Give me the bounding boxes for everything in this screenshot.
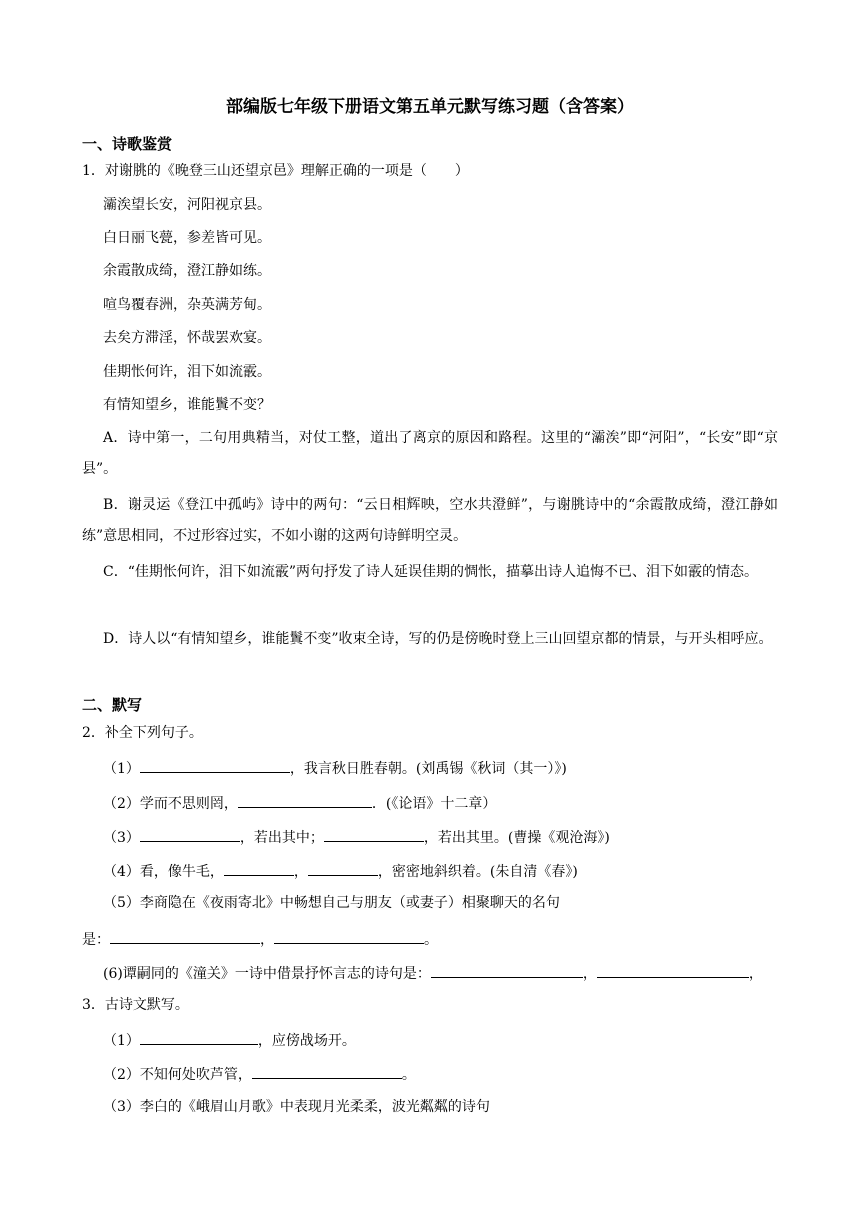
option-c: C．“佳期怅何许，泪下如流霰”两句抒发了诗人延误佳期的惆怅，描摹出诗人追悔不已、泪下如霰的情态。 (103, 564, 759, 580)
q2-item-4 (103, 860, 578, 882)
answer-blank[interactable] (140, 757, 290, 773)
q3-item-3: （3）李白的《峨眉山月歌》中表现月光柔柔，波光粼粼的诗句 (103, 1099, 490, 1115)
option-b: B．谢灵运《登江中孤屿》诗中的两句：“云日相辉映，空水共澄鲜”，与谢朓诗中的“余霞散成绮，澄江静如练”意思相同，不过形容过实，不如小谢的这两句诗鲜明空灵。 (82, 497, 778, 544)
item-text: （2）不知何处吹芦管， (103, 1067, 252, 1083)
item-tail: 。 (424, 932, 438, 948)
question-3-stem: 3．古诗文默写。 (82, 997, 189, 1013)
item-tail: ，密密地斜织着。(朱自清《春》) (377, 864, 578, 880)
item-text: (6)谭嗣同的《潼关》一诗中借景抒怀言志的诗句是： (103, 966, 431, 982)
item-number: （1） (103, 761, 140, 777)
answer-blank[interactable] (431, 962, 583, 978)
poem-line: 喧鸟覆春洲，杂英满芳甸。 (103, 297, 271, 313)
item-sep: ， (582, 966, 597, 982)
item-sep: ， (260, 932, 274, 948)
q2-item-5: （5）李商隐在《夜雨寄北》中畅想自己与朋友（或妻子）相聚聊天的名句 (103, 895, 560, 911)
answer-blank[interactable] (308, 860, 378, 876)
item-number: （3） (103, 830, 140, 846)
item-text: （2）学而不思则罔， (103, 796, 238, 812)
item-sep: ， (293, 864, 308, 880)
q2-item-1 (103, 757, 567, 779)
item-tail: ，若出其里。(曹操《观沧海》) (423, 830, 610, 846)
q3-item-2 (103, 1063, 416, 1085)
q3-item-1 (103, 1029, 356, 1051)
answer-blank[interactable] (597, 962, 749, 978)
option-d: D．诗人以“有情知望乡，谁能鬒不变”收束全诗，写的仍是傍晚时登上三山回望京都的情景，与开头相呼应。 (103, 631, 773, 647)
item-mid: ，若出其中； (239, 830, 324, 846)
item-tail: ， (748, 966, 763, 982)
page-title: 部编版七年级下册语文第五单元默写练习题（含答案） (226, 97, 634, 117)
question-1-stem: 1．对谢朓的《晚登三山还望京邑》理解正确的一项是（ ） (82, 163, 469, 179)
answer-blank[interactable] (324, 826, 424, 842)
poem-line: 余霞散成绮，澄江静如练。 (103, 263, 271, 279)
answer-blank[interactable] (274, 928, 424, 944)
answer-blank[interactable] (238, 792, 372, 808)
item-tail: 。 (401, 1067, 416, 1083)
poem-line: 去矣方滞淫，怀哉罢欢宴。 (103, 330, 271, 346)
section-heading-poetry: 一、诗歌鉴赏 (82, 135, 173, 153)
answer-blank[interactable] (140, 1029, 258, 1045)
q2-item-3 (103, 826, 610, 848)
question-2-stem: 2．补全下列句子。 (82, 725, 203, 741)
poem-line: 灞涘望长安，河阳视京县。 (103, 197, 271, 213)
item-text: ，我言秋日胜春朝。(刘禹锡《秋词（其一）》) (289, 761, 567, 777)
item-cont: 是： (82, 932, 110, 948)
answer-blank[interactable] (224, 860, 294, 876)
poem-line: 白日丽飞甍，参差皆可见。 (103, 230, 271, 246)
answer-blank[interactable] (140, 826, 240, 842)
answer-blank[interactable] (252, 1063, 402, 1079)
answer-blank[interactable] (110, 928, 260, 944)
q2-item-2 (103, 792, 496, 814)
poem-line: 佳期怅何许，泪下如流霰。 (103, 364, 271, 380)
q2-item-6 (103, 962, 763, 984)
item-number: （1） (103, 1033, 140, 1049)
poem-line: 有情知望乡，谁能鬒不变？ (103, 397, 271, 413)
section-heading-dictation: 二、默写 (82, 696, 143, 714)
option-a: A．诗中第一，二句用典精当，对仗工整，道出了离京的原因和路程。这里的“灞涘”即“河阳”，“长安”即“京县”。 (82, 430, 778, 477)
item-text: （4）看，像牛毛， (103, 864, 224, 880)
item-tail: ．(《论语》十二章） (371, 796, 497, 812)
item-tail: ，应傍战场开。 (257, 1033, 356, 1049)
q2-item-5-continued (82, 928, 438, 950)
